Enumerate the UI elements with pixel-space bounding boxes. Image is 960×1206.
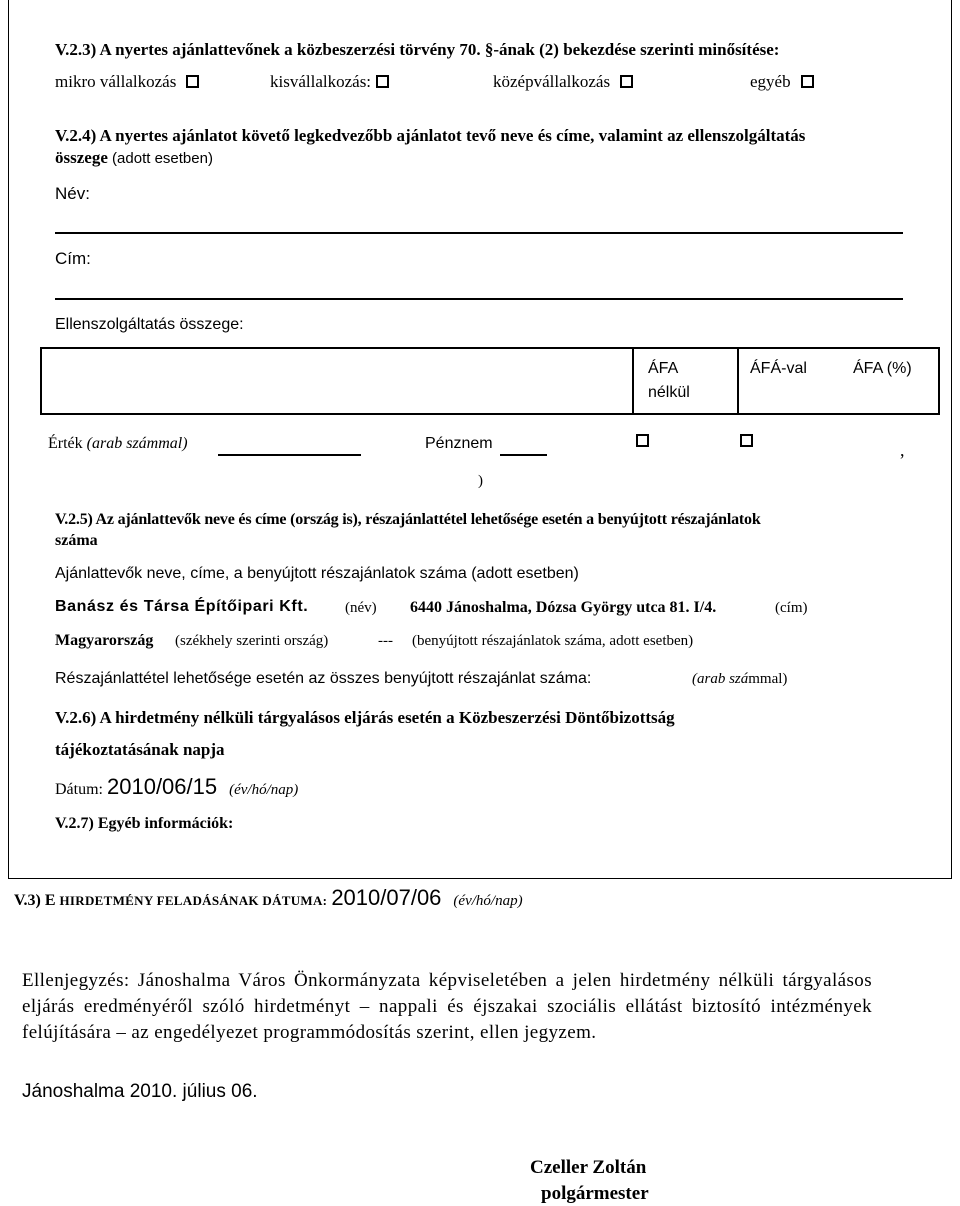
- v24-name-line[interactable]: [55, 232, 903, 234]
- bid-count-dashes: ---: [378, 633, 393, 649]
- country-tag: (székhely szerinti ország): [175, 633, 329, 649]
- v26-date-label: Dátum:: [55, 781, 103, 798]
- v23-kis-label: kisvállalkozás:: [270, 72, 372, 91]
- total-bids-tag-rest: mmal): [748, 671, 788, 687]
- place-and-date: Jánoshalma 2010. július 06.: [22, 1081, 258, 1102]
- total-bids-tag: [692, 671, 787, 688]
- company-address-tag: (cím): [775, 600, 808, 616]
- value-label: Érték: [48, 435, 83, 452]
- v23-option-kozep: [493, 72, 633, 92]
- signer-name: Czeller Zoltán: [530, 1157, 647, 1178]
- v26-date-format: (év/hó/nap): [229, 782, 299, 798]
- v25-subheading: Ajánlattevők neve, címe, a benyújtott részajánlatok száma (adott esetben): [55, 565, 579, 582]
- v23-option-egyeb: [750, 72, 814, 92]
- v23-egyeb-label: egyéb: [750, 72, 791, 91]
- v23-egyeb-checkbox[interactable]: [801, 75, 814, 88]
- table-top-border: [40, 347, 940, 349]
- v23-mikro-label: mikro vállalkozás: [55, 72, 177, 91]
- value-label-italic: (arab számmal): [82, 435, 188, 452]
- v24-heading-rest: (adott esetben): [107, 150, 213, 167]
- bid-count-tag: (benyújtott részajánlatok száma, adott esetben): [412, 633, 694, 649]
- counter-signature-paragraph: Ellenjegyzés: Jánoshalma Város Önkormányzata képviseletében a jelen hirdetmény nélküli tárgyalásos eljárás eredményéről szóló hirdetményt – nappali és éjszakai szociális ellátást biztosító intézmények felújítására – az engedélyezet programmódosítás szerint, ellen jegyzem.: [22, 970, 872, 1043]
- v26-date-value: 2010/06/15: [107, 774, 218, 799]
- company-name-tag: (név): [345, 600, 377, 616]
- v25-heading-line2: száma: [55, 532, 98, 549]
- total-bids-label: Részajánlattétel lehetősége esetén az összes benyújtott részajánlat száma:: [55, 670, 592, 687]
- v3-prefix: V.3) E: [14, 892, 60, 909]
- form-frame-left: [8, 0, 9, 878]
- v24-address-line[interactable]: [55, 298, 903, 300]
- v24-heading-line2: [55, 148, 213, 168]
- table-left-border: [40, 347, 42, 415]
- v3-label: HIRDETMÉNY FELADÁSÁNAK DÁTUMA:: [59, 893, 328, 908]
- company-country: Magyarország: [55, 632, 154, 649]
- v3-row: [14, 885, 523, 911]
- v24-amount-label: Ellenszolgáltatás összege:: [55, 316, 244, 333]
- v23-option-kis: [270, 72, 389, 92]
- col-afa-nelkul-line1: ÁFA: [648, 360, 679, 377]
- company-address: 6440 Jánoshalma, Dózsa György utca 81. I/4.: [410, 599, 717, 616]
- v26-date-row: [55, 774, 298, 800]
- col-afa-nelkul-line2: nélkül: [648, 384, 690, 401]
- v24-name-label: Név:: [55, 184, 90, 203]
- v26-heading-line2: tájékoztatásának napja: [55, 740, 225, 759]
- v26-heading-line1: V.2.6) A hirdetmény nélküli tárgyalásos eljárás esetén a Közbeszerzési Döntőbizottság: [55, 708, 675, 727]
- v24-heading-line1: V.2.4) A nyertes ajánlatot követő legkedvezőbb ajánlatot tevő neve és címe, valamint az ellenszolgáltatás: [55, 126, 806, 145]
- afaval-checkbox[interactable]: [740, 434, 753, 447]
- v23-kozep-checkbox[interactable]: [620, 75, 633, 88]
- paren-mark: ): [478, 473, 483, 489]
- comma-mark: ,: [900, 440, 905, 460]
- v23-heading: V.2.3) A nyertes ajánlattevőnek a közbeszerzési törvény 70. §-ának (2) bekezdése szerinti minősítése:: [55, 40, 780, 59]
- table-mid-border: [40, 413, 940, 415]
- col-afaval: ÁFÁ-val: [750, 360, 807, 377]
- table-col-divider-2: [737, 347, 739, 415]
- col-afa-percent: ÁFA (%): [853, 360, 912, 377]
- value-input-line[interactable]: [218, 454, 361, 456]
- v23-kis-checkbox[interactable]: [376, 75, 389, 88]
- v3-date-format: (év/hó/nap): [453, 893, 523, 909]
- v23-kozep-label: középvállalkozás: [493, 72, 611, 91]
- currency-label: Pénznem: [425, 435, 493, 452]
- form-frame-right: [951, 0, 952, 878]
- v23-mikro-checkbox[interactable]: [186, 75, 199, 88]
- v27-heading: V.2.7) Egyéb információk:: [55, 815, 234, 832]
- value-row-label: [48, 435, 188, 453]
- form-frame-bottom: [8, 878, 952, 879]
- v24-heading-bold: összege: [55, 148, 108, 167]
- v25-heading-line1: V.2.5) Az ajánlattevők neve és címe (ország is), részajánlattétel lehetősége esetén a benyújtott részajánlatok: [55, 511, 761, 528]
- afa-nelkul-checkbox[interactable]: [636, 434, 649, 447]
- company-name: Banász és Társa Építőipari Kft.: [55, 598, 309, 615]
- currency-input-line[interactable]: [500, 454, 547, 456]
- v24-address-label: Cím:: [55, 249, 91, 268]
- table-right-border: [938, 347, 940, 415]
- signer-title: polgármester: [541, 1183, 649, 1204]
- v23-option-mikro: [55, 72, 199, 92]
- table-col-divider-1: [632, 347, 634, 415]
- total-bids-tag-italic: (arab szá: [692, 671, 749, 687]
- v3-date-value: 2010/07/06: [331, 885, 442, 910]
